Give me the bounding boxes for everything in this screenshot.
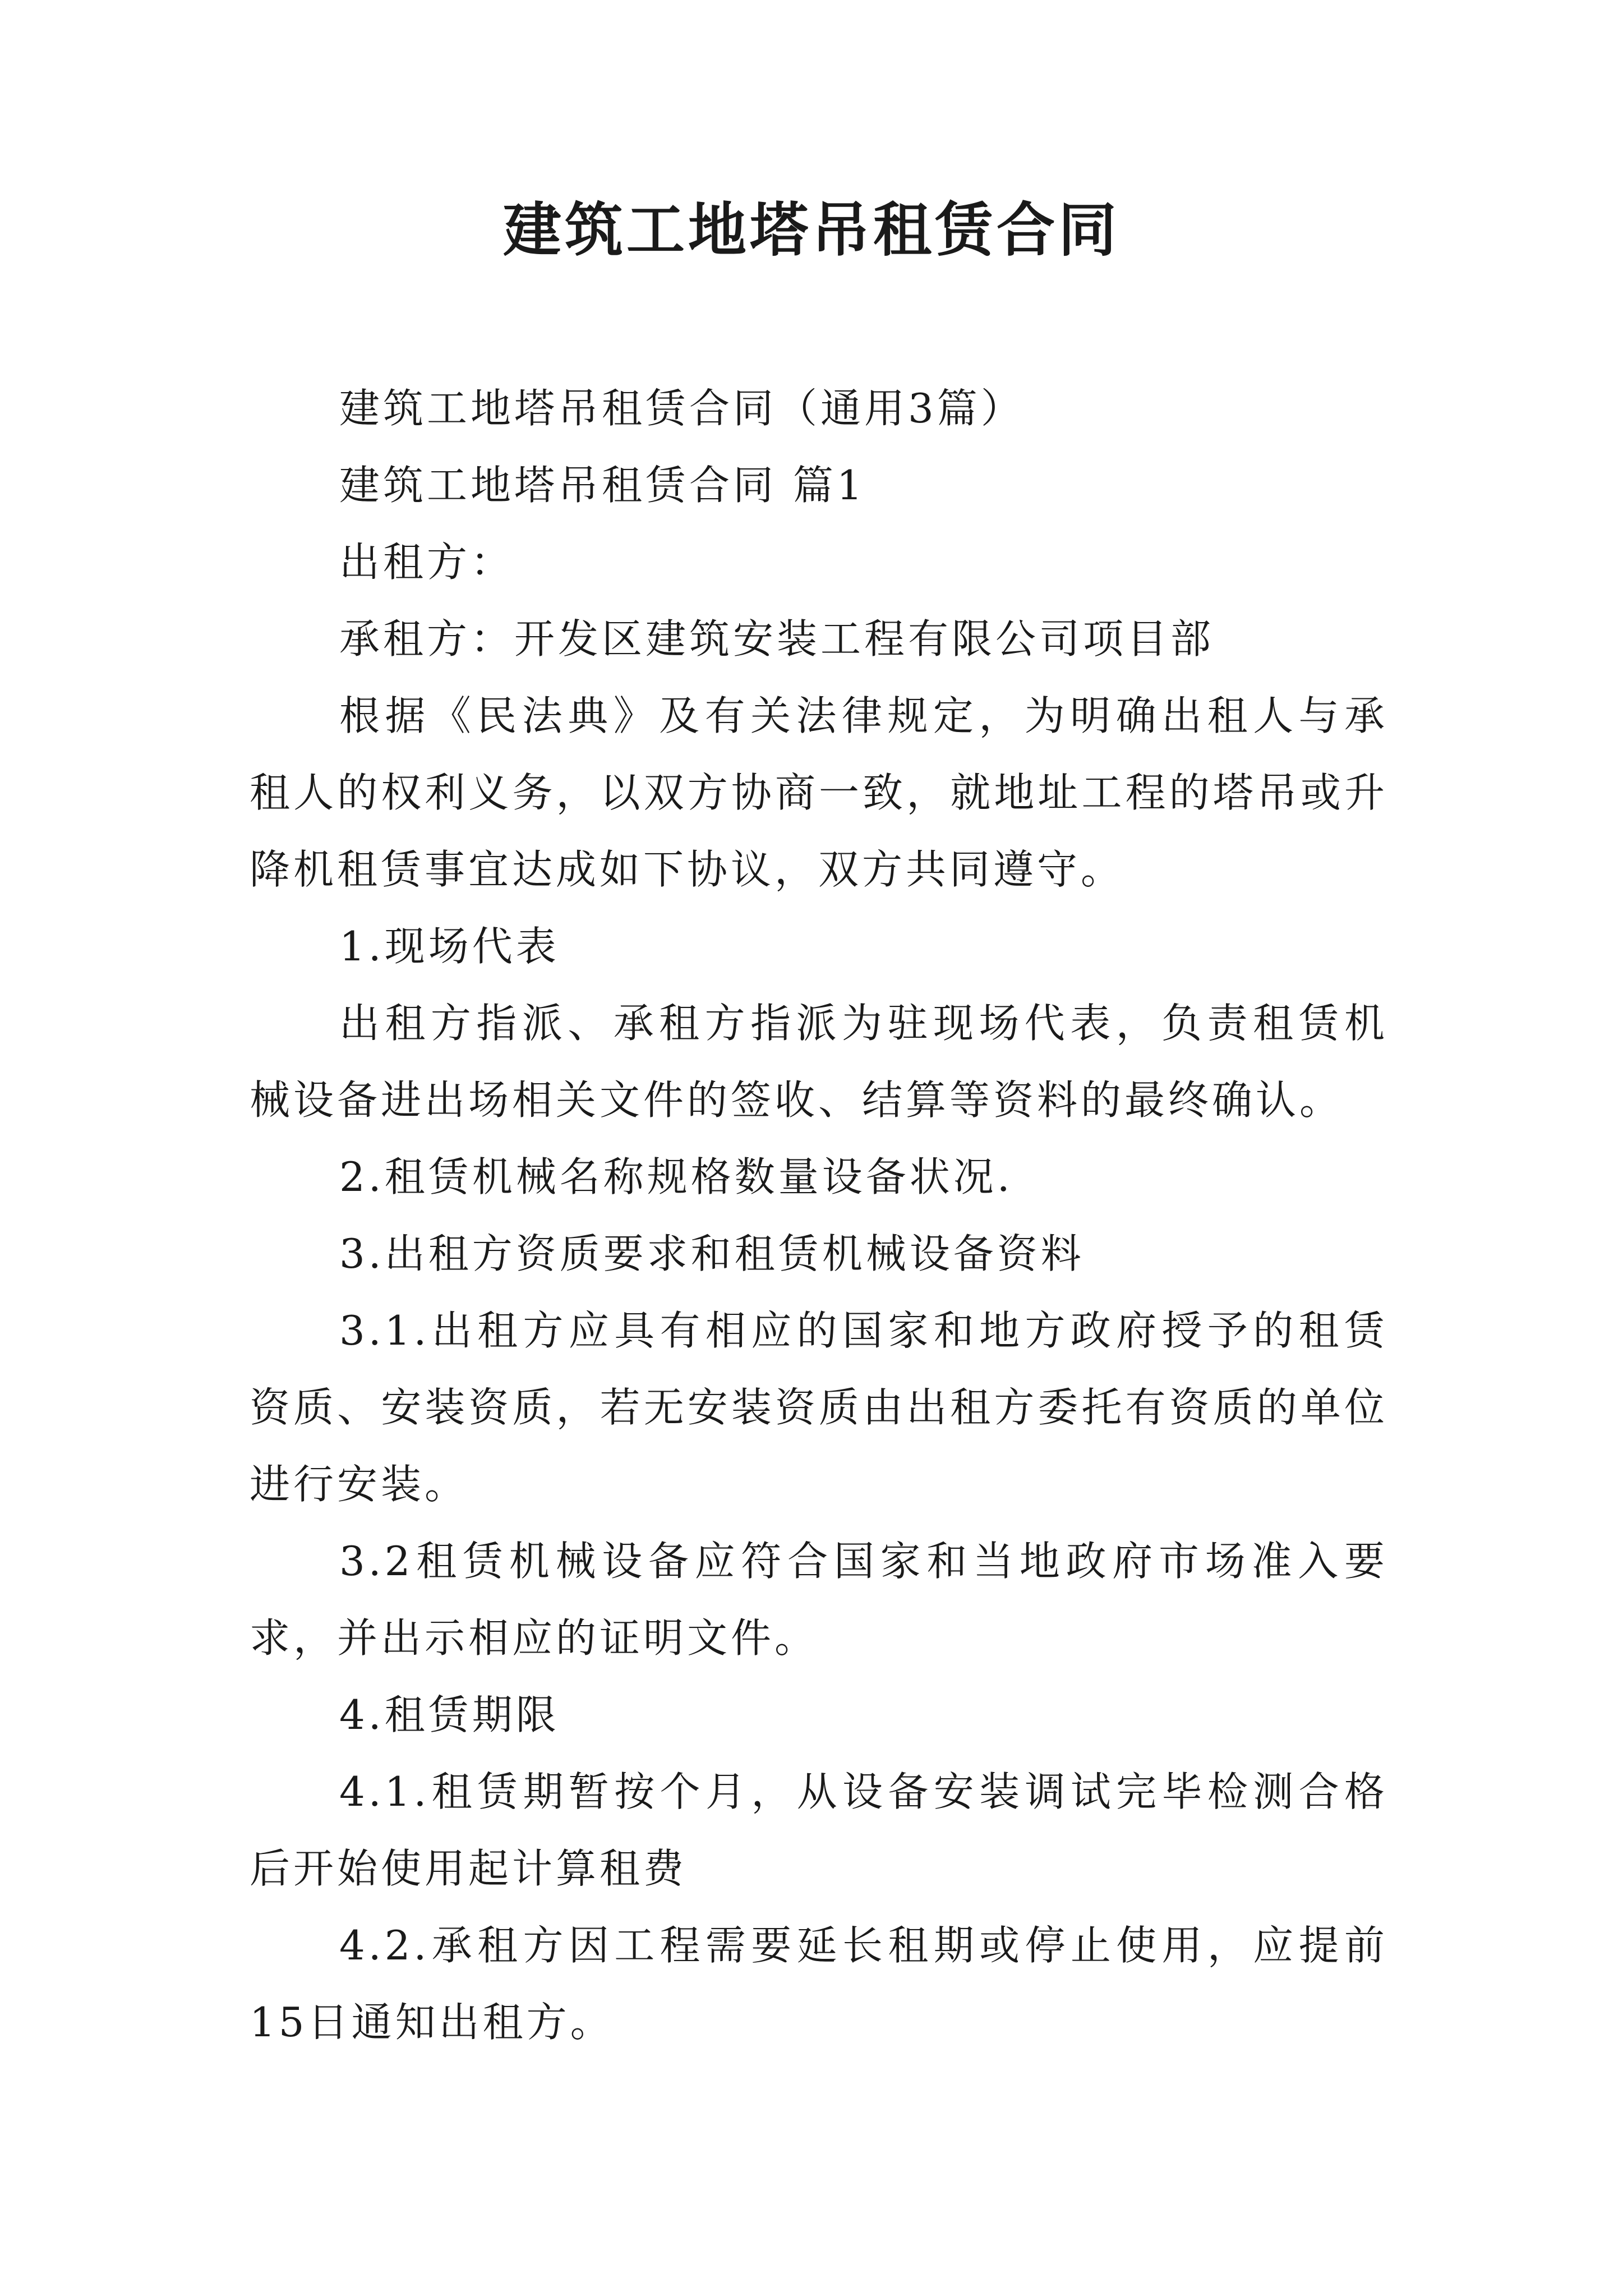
paragraph-clause-4-heading: 4.租赁期限	[339, 1691, 560, 1738]
paragraph-clause-1-body: 出租方指派、承租方指派为驻现场代表，负责租赁机械设备进出场相关文件的签收、结算等资料的最终确认。	[250, 1000, 1388, 1124]
document-body	[250, 370, 1388, 2061]
paragraph-clause-4-1: 4.1.租赁期暂按个月，从设备安装调试完毕检测合格后开始使用起计算租费	[250, 1768, 1388, 1892]
paragraph-lessor: 出租方：	[339, 539, 515, 586]
paragraph-clause-2-heading: 2.租赁机械名称规格数量设备状况.	[339, 1153, 1013, 1200]
paragraph-clause-1-heading: 1.现场代表	[339, 923, 560, 970]
paragraph-clause-3-2: 3.2租赁机械设备应符合国家和当地政府市场准入要求，并出示相应的证明文件。	[250, 1538, 1388, 1662]
paragraph-lessee: 承租方：开发区建筑安装工程有限公司项目部	[339, 615, 1215, 662]
paragraph-clause-3-1: 3.1.出租方应具有相应的国家和地方政府授予的租赁资质、安装资质，若无安装资质由出租方委托有资质的单位进行安装。	[250, 1307, 1388, 1508]
paragraph-clause-4-2: 4.2.承租方因工程需要延长租期或停止使用，应提前15日通知出租方。	[250, 1922, 1388, 2046]
paragraph-section-heading: 建筑工地塔吊租赁合同 篇1	[339, 462, 866, 509]
paragraph-clause-3-heading: 3.出租方资质要求和租赁机械设备资料	[339, 1230, 1085, 1277]
paragraph-preamble: 根据《民法典》及有关法律规定，为明确出租人与承租人的权利义务，以双方协商一致，就地址工程的塔吊或升降机租赁事宜达成如下协议，双方共同遵守。	[250, 692, 1388, 893]
document-title: 建筑工地塔吊租赁合同	[502, 195, 1120, 264]
paragraph-subtitle: 建筑工地塔吊租赁合同（通用3篇）	[339, 385, 1025, 432]
